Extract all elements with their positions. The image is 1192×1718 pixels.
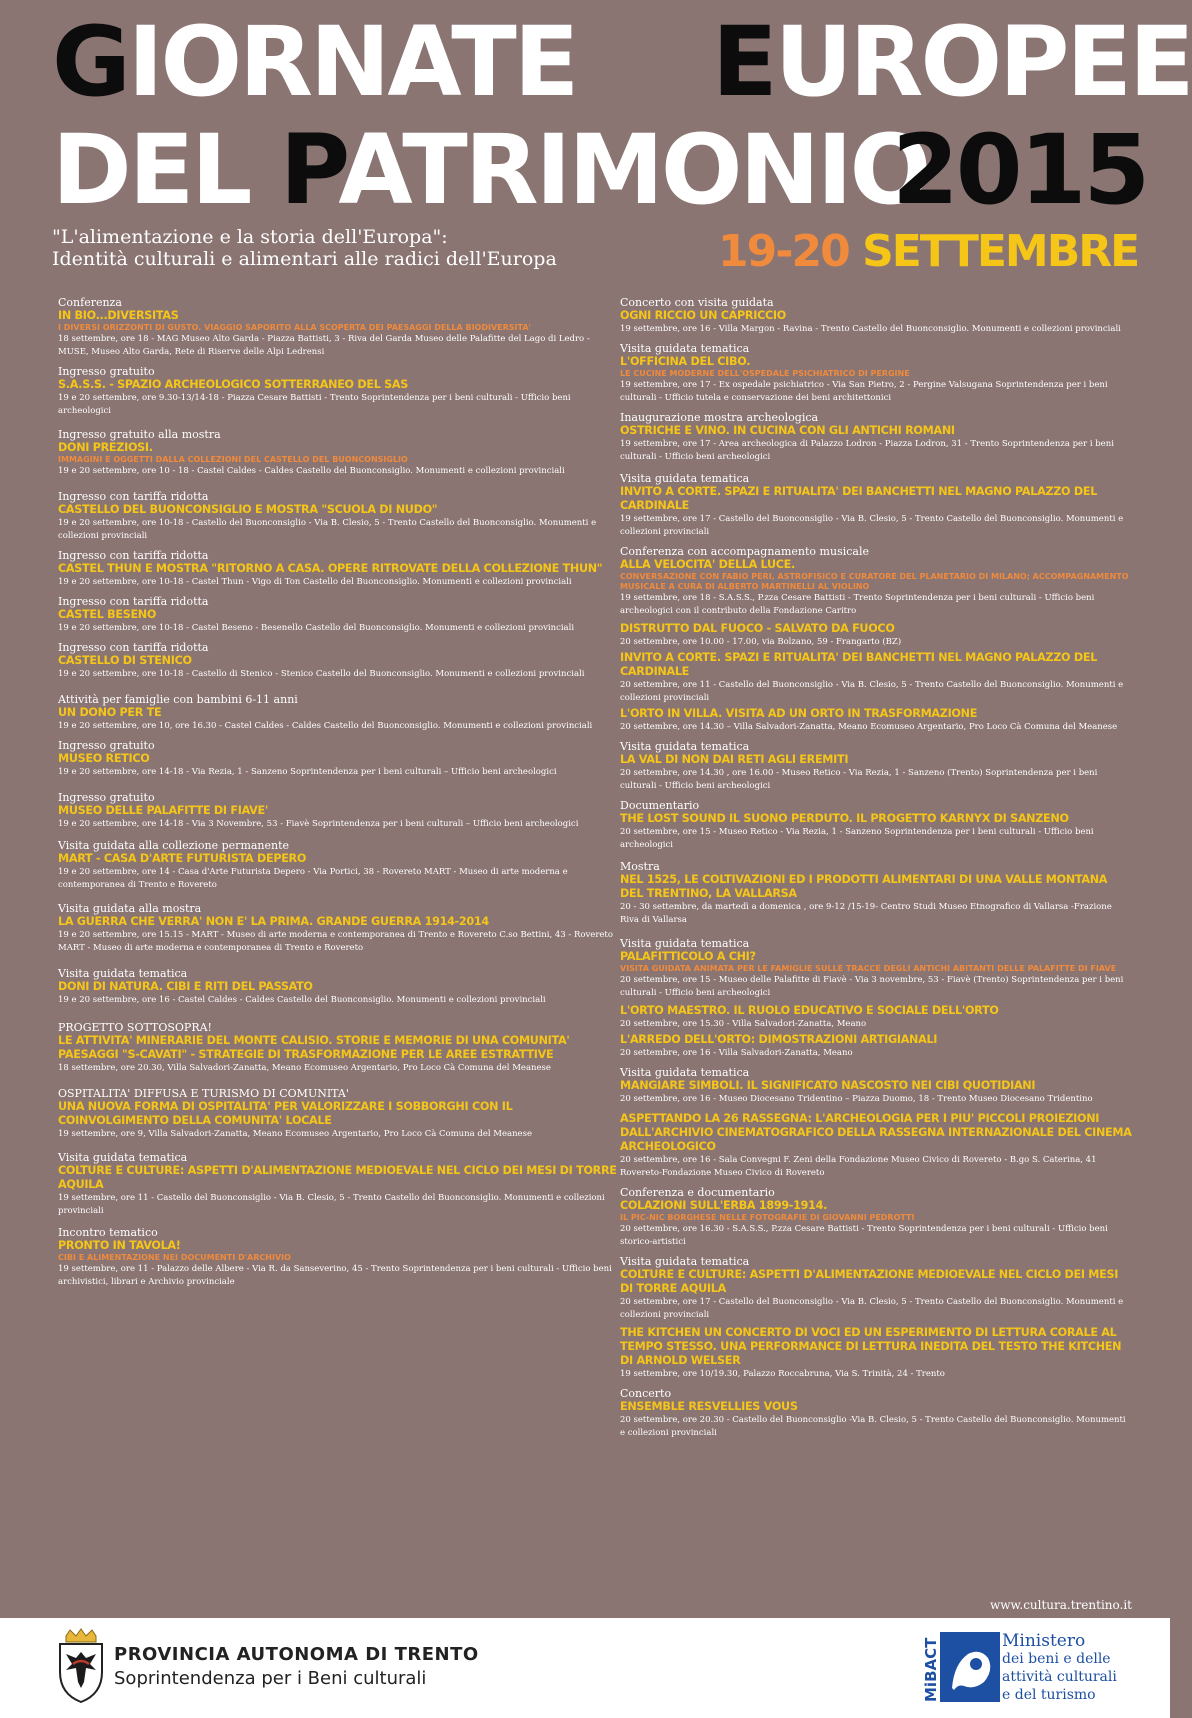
event-category: Incontro tematico — [58, 1226, 158, 1239]
event-item — [620, 860, 1132, 927]
subtitle-line-1: "L'alimentazione e la storia dell'Europa": — [52, 226, 448, 248]
events-column-left — [58, 296, 618, 1295]
event-details: 19 settembre, ore 9, Villa Salvadori-Zanatta, Meano Ecomuseo Argentario, Pro Loco Cà Comuna del Meanese — [58, 1129, 532, 1139]
event-details: 19 settembre, ore 11 - Castello del Buonconsiglio - Via B. Clesio, 5 - Trento Castello del Buonconsiglio. Monumenti e collezioni provinciali — [58, 1193, 605, 1216]
event-title: COLTURE E CULTURE: ASPETTI D'ALIMENTAZIONE MEDIOEVALE NEL CICLO DEI MESI DI TORRE AQUILA — [58, 1164, 617, 1191]
dates-days: 19-20 — [718, 226, 849, 277]
event-title: IN BIO...DIVERSITAS — [58, 309, 179, 322]
event-item — [620, 342, 1132, 405]
event-details: 20 settembre, ore 14.30 – Villa Salvadori-Zanatta, Meano Ecomuseo Argentario, Pro Loco Cà Comuna del Meanese — [620, 722, 1118, 732]
event-title: CASTEL THUN E MOSTRA "RITORNO A CASA. OPERE RITROVATE DELLA COLLEZIONE THUN" — [58, 562, 603, 575]
event-item — [58, 791, 618, 831]
event-details: 20 settembre, ore 16 - Museo Diocesano Tridentino – Piazza Duomo, 18 - Trento Museo Diocesano Tridentino — [620, 1094, 1093, 1104]
event-details: 19 e 20 settembre, ore 10-18 - Castello di Stenico - Stenico Castello del Buonconsiglio. Monumenti e collezioni provinciali — [58, 669, 585, 679]
event-item — [58, 1226, 618, 1289]
event-item — [620, 1112, 1132, 1180]
event-title: DISTRUTTO DAL FUOCO - SALVATO DA FUOCO — [620, 622, 895, 635]
event-category: Conferenza — [58, 296, 122, 309]
mibact-logo-text: MiBACT — [922, 1637, 940, 1702]
event-details: 20 settembre, ore 17 - Castello del Buonconsiglio - Via B. Clesio, 5 - Trento Castello del Buonconsiglio. Monumenti e collezioni provinciali — [620, 1297, 1124, 1320]
event-details: 19 e 20 settembre, ore 16 - Castel Caldes - Caldes Castello del Buonconsiglio. Monumenti e collezioni provinciali — [58, 995, 546, 1005]
event-category: OSPITALITA' DIFFUSA E TURISMO DI COMUNITA' — [58, 1087, 349, 1100]
event-details: 20 settembre, ore 15.30 - Villa Salvadori-Zanatta, Meano — [620, 1019, 867, 1029]
event-item — [58, 739, 618, 779]
event-title: INVITO A CORTE. SPAZI E RITUALITA' DEI BANCHETTI NEL MAGNO PALAZZO DEL CARDINALE — [620, 485, 1098, 512]
subtitle-line-2: Identità culturali e alimentari alle radici dell'Europa — [52, 248, 557, 270]
event-category: Ingresso con tariffa ridotta — [58, 490, 209, 503]
event-details: 19 settembre, ore 16 - Villa Margon - Ravina - Trento Castello del Buonconsiglio. Monumenti e collezioni provinciali — [620, 324, 1121, 334]
event-category: Visita guidata tematica — [620, 342, 750, 355]
event-details: 19 e 20 settembre, ore 14-18 - Via Rezia, 1 - Sanzeno Soprintendenza per i beni culturali – Ufficio beni archeologici — [58, 767, 557, 777]
event-title: OSTRICHE E VINO. IN CUCINA CON GLI ANTICHI ROMANI — [620, 424, 955, 437]
event-category: Concerto con visita guidata — [620, 296, 774, 309]
eagle-crest-icon — [56, 1628, 106, 1704]
event-category: Ingresso con tariffa ridotta — [58, 595, 209, 608]
event-title: UNA NUOVA FORMA DI OSPITALITA' PER VALORIZZARE I SOBBORGHI CON IL COINVOLGIMENTO DELLA COMUNITA' LOCALE — [58, 1100, 513, 1127]
event-title: L'ORTO MAESTRO. IL RUOLO EDUCATIVO E SOCIALE DELL'ORTO — [620, 1004, 999, 1017]
event-title: S.A.S.S. - SPAZIO ARCHEOLOGICO SOTTERRANEO DEL SAS — [58, 378, 408, 391]
ministero-line-4: e del turismo — [1002, 1687, 1096, 1703]
event-item — [58, 595, 618, 635]
event-details: 19 e 20 settembre, ore 10 - 18 - Castel Caldes - Caldes Castello del Buonconsiglio. Monumenti e collezioni provinciali — [58, 466, 565, 476]
event-details: 19 settembre, ore 17 - Ex ospedale psichiatrico - Via San Pietro, 2 - Pergine Valsugana Soprintendenza per i beni culturali - Ufficio tutela e conservazione dei beni architettonici — [620, 380, 1108, 403]
event-title: CASTEL BESENO — [58, 608, 157, 621]
event-item — [620, 296, 1132, 336]
event-category: Documentario — [620, 799, 700, 812]
event-category: Ingresso con tariffa ridotta — [58, 549, 209, 562]
website-link[interactable]: www.cultura.trentino.it — [989, 1598, 1132, 1612]
event-item — [620, 1186, 1132, 1249]
event-item — [58, 641, 618, 681]
event-item — [620, 1255, 1132, 1322]
event-category: Visita guidata tematica — [620, 472, 750, 485]
event-dates — [718, 226, 1138, 277]
event-title: MART - CASA D'ARTE FUTURISTA DEPERO — [58, 852, 307, 865]
event-title: THE KITCHEN UN CONCERTO DI VOCI ED UN ESPERIMENTO DI LETTURA CORALE AL TEMPO STESSO. UNA PERFORMANCE DI LETTURA INEDITA DEL TESTO THE KITCHEN DI ARNOLD WELSER — [620, 1326, 1122, 1367]
event-title: DONI DI NATURA. CIBI E RITI DEL PASSATO — [58, 980, 313, 993]
event-title: DONI PREZIOSI. — [58, 441, 153, 454]
event-details: 20 settembre, ore 11 - Castello del Buonconsiglio - Via B. Clesio, 5 - Trento Castello del Buonconsiglio. Monumenti e collezioni provinciali — [620, 680, 1124, 703]
event-category: Visita guidata tematica — [620, 1066, 750, 1079]
event-item — [620, 799, 1132, 852]
event-details: 20 settembre, ore 16.30 - S.A.S.S., P.zza Cesare Battisti - Trento Soprintendenza per i beni culturali - Ufficio beni storico-artistici — [620, 1224, 1108, 1247]
event-title: L'ARREDO DELL'ORTO: DIMOSTRAZIONI ARTIGIANALI — [620, 1033, 938, 1046]
event-item — [620, 707, 1132, 734]
event-subtitle: IMMAGINI E OGGETTI DALLA COLLEZIONI DEL CASTELLO DEL BUONCONSIGLIO — [58, 455, 408, 464]
event-subtitle: LE CUCINE MODERNE DELL'OSPEDALE PSICHIATRICO DI PERGINE — [620, 369, 910, 378]
event-item — [620, 651, 1132, 705]
event-category: Visita guidata tematica — [58, 1151, 188, 1164]
event-title: LE ATTIVITA' MINERARIE DEL MONTE CALISIO. STORIE E MEMORIE DI UNA COMUNITA' PAESAGGI "S-CAVATI" - STRATEGIE DI TRASFORMAZIONE PER LE AREE ESTRATTIVE — [58, 1034, 570, 1061]
event-title: MUSEO RETICO — [58, 752, 150, 765]
event-details: 19 e 20 settembre, ore 10, ore 16.30 - Castel Caldes - Caldes Castello del Buonconsiglio. Monumenti e collezioni provinciali — [58, 721, 593, 731]
event-title: L'OFFICINA DEL CIBO. — [620, 355, 751, 368]
ministero-line-2: dei beni e delle — [1002, 1651, 1111, 1667]
event-title: PALAFITTICOLO A CHI? — [620, 950, 756, 963]
events-column-right — [620, 296, 1132, 1446]
event-category: Visita guidata tematica — [620, 740, 750, 753]
event-category: Visita guidata tematica — [620, 1255, 750, 1268]
event-title: COLTURE E CULTURE: ASPETTI D'ALIMENTAZIONE MEDIOEVALE NEL CICLO DEI MESI DI TORRE AQUILA — [620, 1268, 1119, 1295]
event-item — [620, 472, 1132, 539]
event-title: MUSEO DELLE PALAFITTE DI FIAVE' — [58, 804, 268, 817]
event-item — [58, 693, 618, 733]
event-title: UN DONO PER TE — [58, 706, 162, 719]
event-item — [620, 740, 1132, 793]
event-category: Ingresso gratuito alla mostra — [58, 428, 221, 441]
event-category: Conferenza con accompagnamento musicale — [620, 545, 869, 558]
event-subtitle: CONVERSAZIONE CON FABIO PERI, ASTROFISICO E CURATORE DEL PLANETARIO DI MILANO; ACCOMPAGNAMENTO MUSICALE A CURA DI ALBERTO MARTINELLI AL VIOLINO — [620, 572, 1129, 591]
event-item — [58, 1087, 618, 1141]
event-item — [58, 490, 618, 543]
event-category: Mostra — [620, 860, 660, 873]
event-category: Concerto — [620, 1387, 672, 1400]
event-item — [620, 1066, 1132, 1106]
event-item — [620, 622, 1132, 649]
provincia-name: PROVINCIA AUTONOMA DI TRENTO — [114, 1644, 479, 1665]
event-title: INVITO A CORTE. SPAZI E RITUALITA' DEI BANCHETTI NEL MAGNO PALAZZO DEL CARDINALE — [620, 651, 1098, 678]
event-item — [58, 549, 618, 589]
event-item — [620, 545, 1132, 618]
event-details: 19 settembre, ore 17 - Castello del Buonconsiglio - Via B. Clesio, 5 - Trento Castello del Buonconsiglio. Monumenti e collezioni provinciali — [620, 514, 1124, 537]
event-category: Visita guidata tematica — [620, 937, 750, 950]
event-details: 20 settembre, ore 14.30 , ore 16.00 - Museo Retico - Via Rezia, 1 - Sanzeno (Trento) Soprintendenza per i beni culturali - Ufficio beni archeologici — [620, 768, 1098, 791]
event-details: 20 settembre, ore 10.00 - 17.00, via Bolzano, 59 - Frangarto (BZ) — [620, 637, 902, 647]
event-item — [620, 937, 1132, 1000]
event-title: ALLA VELOCITA' DELLA LUCE. — [620, 558, 795, 571]
event-category: Visita guidata alla mostra — [58, 902, 202, 915]
event-title: ASPETTANDO LA 26 RASSEGNA: L'ARCHEOLOGIA PER I PIU' PICCOLI PROIEZIONI DALL'ARCHIVIO CINEMATOGRAFICO DELLA RASSEGNA INTERNAZIONALE DEL CINEMA ARCHEOLOGICO — [620, 1112, 1132, 1153]
subtitle — [52, 226, 652, 270]
event-item — [58, 1151, 618, 1218]
event-category: PROGETTO SOTTOSOPRA! — [58, 1021, 212, 1034]
event-category: Ingresso con tariffa ridotta — [58, 641, 209, 654]
event-category: Inaugurazione mostra archeologica — [620, 411, 819, 424]
event-subtitle: CIBI E ALIMENTAZIONE NEI DOCUMENTI D'ARCHIVIO — [58, 1253, 291, 1262]
event-details: 18 settembre, ore 18 - MAG Museo Alto Garda - Piazza Battisti, 3 - Riva del Garda Museo delle Palafitte del Lago di Ledro - MUSE, Museo Alto Garda, Rete di Riserve delle Alpi Ledrensi — [58, 334, 590, 357]
event-details: 20 settembre, ore 20.30 - Castello del Buonconsiglio -Via B. Clesio, 5 - Trento Castello del Buonconsiglio. Monumenti e collezioni provinciali — [620, 1415, 1126, 1438]
event-title: COLAZIONI SULL'ERBA 1899-1914. — [620, 1199, 828, 1212]
event-category: Ingresso gratuito — [58, 791, 155, 804]
event-title: MANGIARE SIMBOLI. IL SIGNIFICATO NASCOSTO NEI CIBI QUOTIDIANI — [620, 1079, 1036, 1092]
event-item — [620, 1033, 1132, 1060]
event-title: CASTELLO DEL BUONCONSIGLIO E MOSTRA "SCUOLA DI NUDO" — [58, 503, 438, 516]
event-details: 19 e 20 settembre, ore 14 - Casa d'Arte Futurista Depero - Via Portici, 38 - Rovereto MART - Museo di arte moderna e contemporanea di Trento e Rovereto — [58, 867, 568, 890]
event-item — [58, 365, 618, 418]
event-subtitle: I DIVERSI ORIZZONTI DI GUSTO. VIAGGIO SAPORITO ALLA SCOPERTA DEI PAESAGGI DELLA BIODIVERSITA' — [58, 323, 531, 332]
event-category: Conferenza e documentario — [620, 1186, 775, 1199]
event-item — [58, 902, 618, 955]
event-details: 20 settembre, ore 15 - Museo Retico - Via Rezia, 1 - Sanzeno Soprintendenza per i beni culturali - Ufficio beni archeologici — [620, 827, 1094, 850]
event-details: 19 settembre, ore 10/19.30, Palazzo Roccabruna, Via S. Trinità, 24 - Trento — [620, 1369, 945, 1379]
event-category: Visita guidata tematica — [58, 967, 188, 980]
event-item — [58, 1021, 618, 1075]
event-item — [620, 411, 1132, 464]
event-title: LA VAL DI NON DAI RETI AGLI EREMITI — [620, 753, 849, 766]
event-item — [58, 296, 618, 359]
event-title: PRONTO IN TAVOLA! — [58, 1239, 181, 1252]
event-details: 20 settembre, ore 15 - Museo delle Palafitte di Fiavè - Via 3 novembre, 53 - Fiavè (Trento) Soprintendenza per i beni culturali - Ufficio beni archeologici — [620, 975, 1124, 998]
title-europee: EUROPEE — [712, 6, 1192, 118]
soprintendenza-name: Soprintendenza per i Beni culturali — [114, 1668, 427, 1689]
event-item — [58, 839, 618, 892]
ministero-line-3: attività culturali — [1002, 1669, 1117, 1685]
mibact-logo — [924, 1628, 1004, 1706]
event-details: 19 e 20 settembre, ore 10-18 - Castello del Buonconsiglio - Via B. Clesio, 5 - Trento Castello del Buonconsiglio. Monumenti e collezioni provinciali — [58, 518, 597, 541]
event-category: Attività per famiglie con bambini 6-11 anni — [58, 693, 298, 706]
event-item — [620, 1326, 1132, 1381]
event-category: Ingresso gratuito — [58, 365, 155, 378]
event-subtitle: VISITA GUIDATA ANIMATA PER LE FAMIGLIE SULLE TRACCE DEGLI ANTICHI ABITANTI DELLE PALAFITTE DI FIAVE — [620, 964, 1117, 973]
event-title: LA GUERRA CHE VERRA' NON E' LA PRIMA. GRANDE GUERRA 1914-2014 — [58, 915, 489, 928]
event-item — [620, 1004, 1132, 1031]
title-patrimonio: DEL PATRIMONIO — [52, 114, 929, 226]
title-giornate: GIORNATE — [52, 6, 577, 118]
event-title: THE LOST SOUND IL SUONO PERDUTO. IL PROGETTO KARNYX DI SANZENO — [620, 812, 1069, 825]
event-category: Visita guidata alla collezione permanente — [58, 839, 290, 852]
event-details: 18 settembre, ore 20.30, Villa Salvadori-Zanatta, Meano Ecomuseo Argentario, Pro Loco Cà Comuna del Meanese — [58, 1063, 551, 1073]
title-year: 2015 — [892, 114, 1148, 226]
event-details: 20 settembre, ore 16 - Villa Salvadori-Zanatta, Meano — [620, 1048, 853, 1058]
event-details: 19 settembre, ore 17 - Area archeologica di Palazzo Lodron - Piazza Lodron, 31 - Trento Soprintendenza per i beni culturali - Ufficio beni archeologici — [620, 439, 1114, 462]
event-details: 20 settembre, ore 16 - Sala Convegni F. Zeni della Fondazione Museo Civico di Rovereto - B.go S. Caterina, 41 Rovereto-Fondazione Museo Civico di Rovereto — [620, 1155, 1097, 1178]
event-title: NEL 1525, LE COLTIVAZIONI ED I PRODOTTI ALIMENTARI DI UNA VALLE MONTANA DEL TRENTINO, LA VALLARSA — [620, 873, 1108, 900]
event-details: 19 e 20 settembre, ore 14-18 - Via 3 Novembre, 53 - Fiavè Soprintendenza per i beni culturali – Ufficio beni archeologici — [58, 819, 579, 829]
event-details: 20 - 30 settembre, da martedì a domenica , ore 9-12 /15-19- Centro Studi Museo Etnografico di Vallarsa -Frazione Riva di Vallarsa — [620, 902, 1112, 925]
event-details: 19 settembre, ore 11 - Palazzo delle Albere - Via R. da Sanseverino, 45 - Trento Soprintendenza per i beni culturali - Ufficio beni archivistici, librari e Archivio provinciale — [58, 1264, 612, 1287]
event-details: 19 e 20 settembre, ore 15.15 - MART - Museo di arte moderna e contemporanea di Trento e Rovereto C.so Bettini, 43 - Rovereto MART - Museo di arte moderna e contemporanea di Trento e Rovereto — [58, 930, 613, 953]
event-details: 19 e 20 settembre, ore 10-18 - Castel Beseno - Besenello Castello del Buonconsiglio. Monumenti e collezioni provinciali — [58, 623, 575, 633]
event-item — [58, 967, 618, 1007]
event-details: 19 e 20 settembre, ore 9.30-13/14-18 - Piazza Cesare Battisti - Trento Soprintendenza per i beni culturali - Ufficio beni archeologici — [58, 393, 571, 416]
event-item — [620, 1387, 1132, 1440]
event-details: 19 settembre, ore 18 - S.A.S.S., P.zza Cesare Battisti - Trento Soprintendenza per i beni culturali - Ufficio beni archeologici con il contributo della Fondazione Caritro — [620, 593, 1095, 616]
event-details: 19 e 20 settembre, ore 10-18 - Castel Thun - Vigo di Ton Castello del Buonconsiglio. Monumenti e collezioni provinciali — [58, 577, 572, 587]
event-title: L'ORTO IN VILLA. VISITA AD UN ORTO IN TRASFORMAZIONE — [620, 707, 978, 720]
event-title: CASTELLO DI STENICO — [58, 654, 192, 667]
dates-month: SETTEMBRE — [862, 226, 1139, 277]
ministero-line-1: Ministero — [1002, 1631, 1086, 1651]
event-title: ENSEMBLE RESVELLIES VOUS — [620, 1400, 798, 1413]
footer — [0, 1618, 1170, 1718]
title-giornate-rest: IORNATE — [127, 6, 577, 118]
event-category: Ingresso gratuito — [58, 739, 155, 752]
ministero-text — [1002, 1632, 1117, 1704]
event-title: OGNI RICCIO UN CAPRICCIO — [620, 309, 786, 322]
event-subtitle: IL PIC-NIC BORGHESE NELLE FOTOGRAFIE DI GIOVANNI PEDROTTI — [620, 1213, 915, 1222]
event-item — [58, 428, 618, 478]
